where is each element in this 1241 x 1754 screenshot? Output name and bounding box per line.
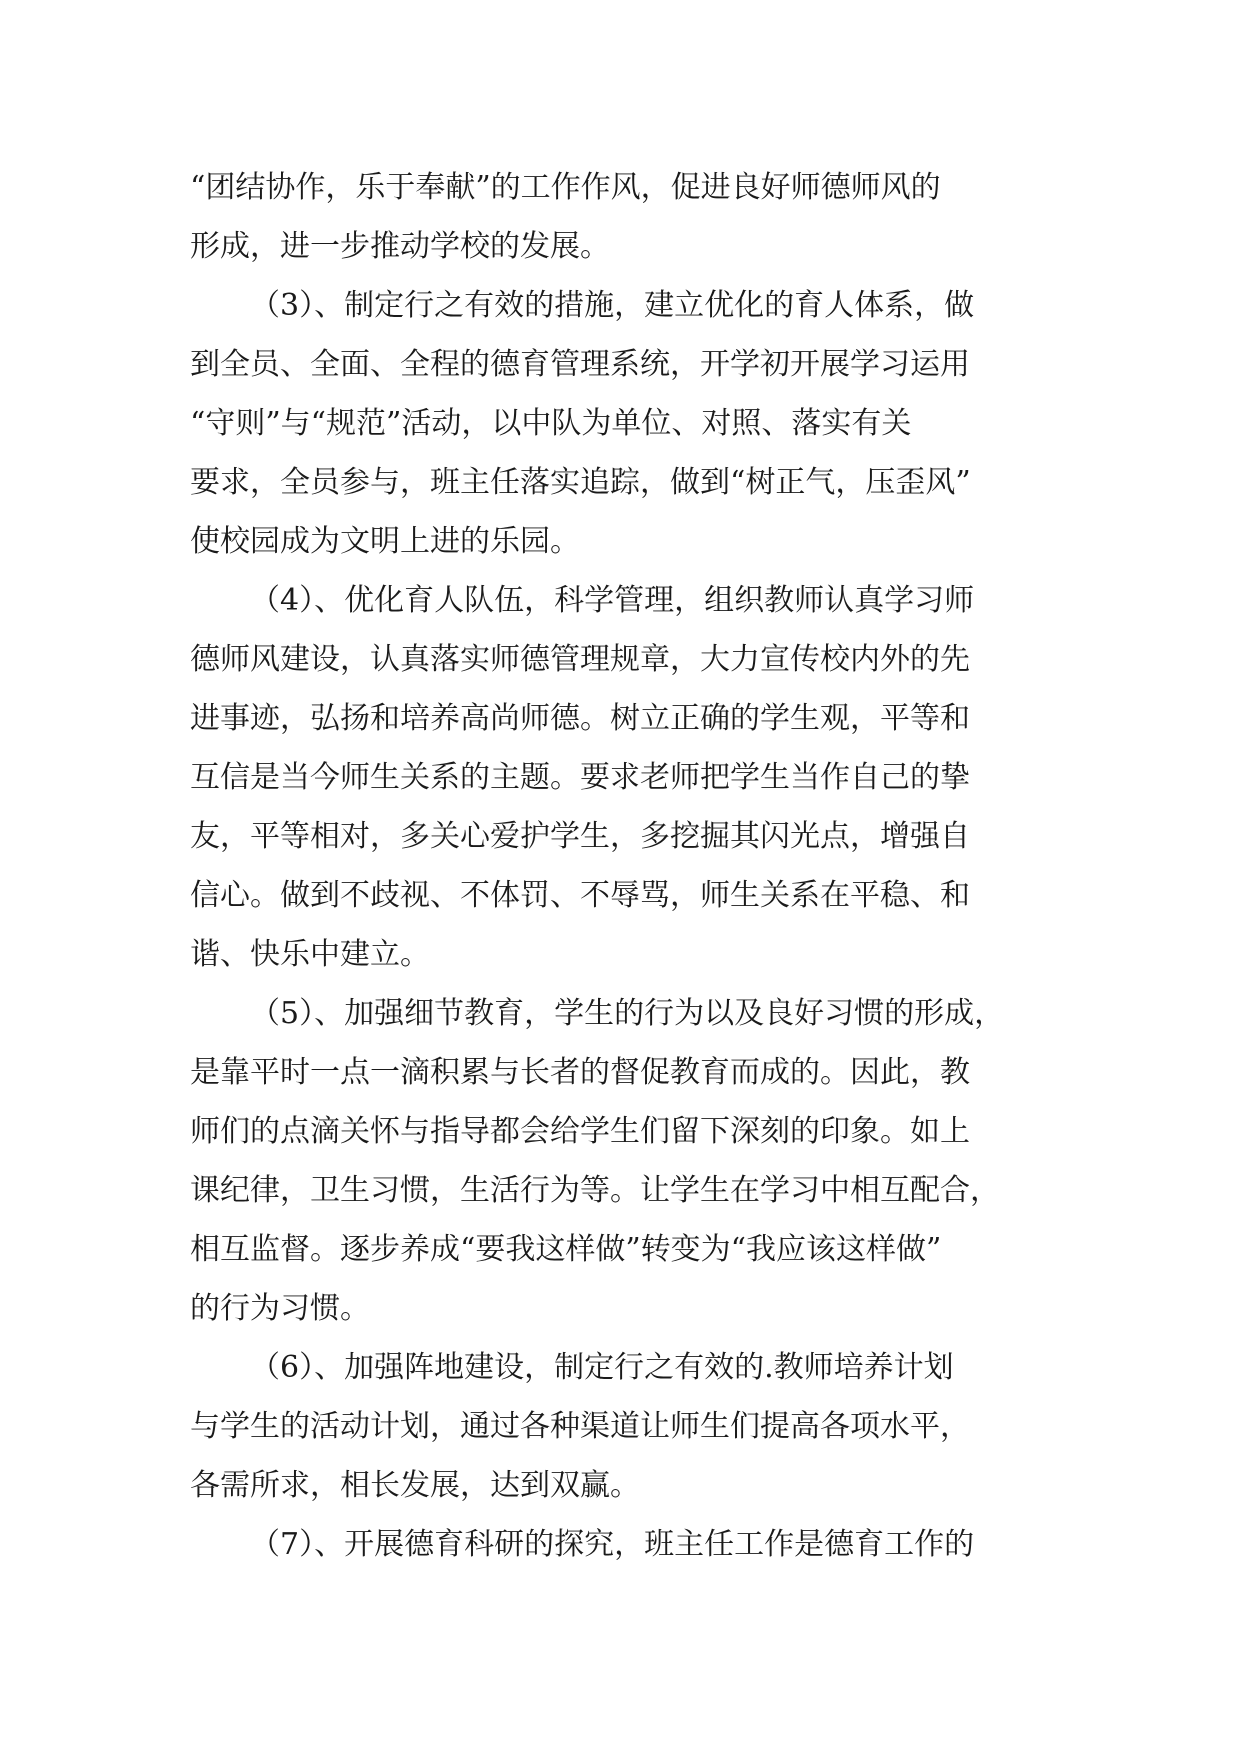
- text-line: 信心。做到不歧视、不体罚、不辱骂，师生关系在平稳、和: [190, 878, 970, 913]
- text-line: （4）、优化育人队伍，科学管理，组织教师认真学习师: [250, 583, 975, 618]
- paragraph-p-continuation: [190, 158, 1060, 276]
- text-line: 到全员、全面、全程的德育管理系统，开学初开展学习运用: [190, 347, 970, 382]
- text-line: （7）、开展德育科研的探究，班主任工作是德育工作的: [250, 1527, 975, 1562]
- text-line: 课纪律，卫生习惯，生活行为等。让学生在学习中相互配合，: [190, 1173, 1000, 1208]
- text-line: 互信是当今师生关系的主题。要求老师把学生当作自己的挚: [190, 760, 970, 795]
- text-line: 使校园成为文明上进的乐园。: [190, 524, 580, 559]
- text-line: 师们的点滴关怀与指导都会给学生们留下深刻的印象。如上: [190, 1114, 970, 1149]
- text-line: 与学生的活动计划，通过各种渠道让师生们提高各项水平，: [190, 1409, 970, 1444]
- paragraph-p-7: [190, 1515, 1060, 1574]
- text-line: （5）、加强细节教育，学生的行为以及良好习惯的形成，: [250, 996, 1005, 1031]
- text-line: 是靠平时一点一滴积累与长者的督促教育而成的。因此，教: [190, 1055, 970, 1090]
- paragraph-p-4: [190, 571, 1060, 984]
- text-line: 各需所求，相长发展，达到双赢。: [190, 1468, 640, 1503]
- text-line: 谐、快乐中建立。: [190, 937, 430, 972]
- text-line: 的行为习惯。: [190, 1291, 370, 1326]
- text-line: 相互监督。逐步养成“要我这样做”转变为“我应该这样做”: [190, 1232, 942, 1267]
- text-line: “团结协作，乐于奉献”的工作作风，促进良好师德师风的: [190, 170, 941, 205]
- text-line: “守则”与“规范”活动，以中队为单位、对照、落实有关: [190, 406, 912, 441]
- paragraph-p-5: [190, 984, 1060, 1338]
- paragraph-p-3: [190, 276, 1060, 571]
- text-line: 要求，全员参与，班主任落实追踪，做到“树正气，压歪风”: [190, 465, 971, 500]
- text-line: （6）、加强阵地建设，制定行之有效的.教师培养计划: [250, 1350, 954, 1385]
- text-line: 德师风建设，认真落实师德管理规章，大力宣传校内外的先: [190, 642, 970, 677]
- paragraph-p-6: [190, 1338, 1060, 1515]
- text-line: 形成，进一步推动学校的发展。: [190, 229, 610, 264]
- text-line: 进事迹，弘扬和培养高尚师德。树立正确的学生观，平等和: [190, 701, 970, 736]
- text-line: 友，平等相对，多关心爱护学生，多挖掘其闪光点，增强自: [190, 819, 970, 854]
- text-line: （3）、制定行之有效的措施，建立优化的育人体系，做: [250, 288, 975, 323]
- document-body: [190, 158, 1060, 1574]
